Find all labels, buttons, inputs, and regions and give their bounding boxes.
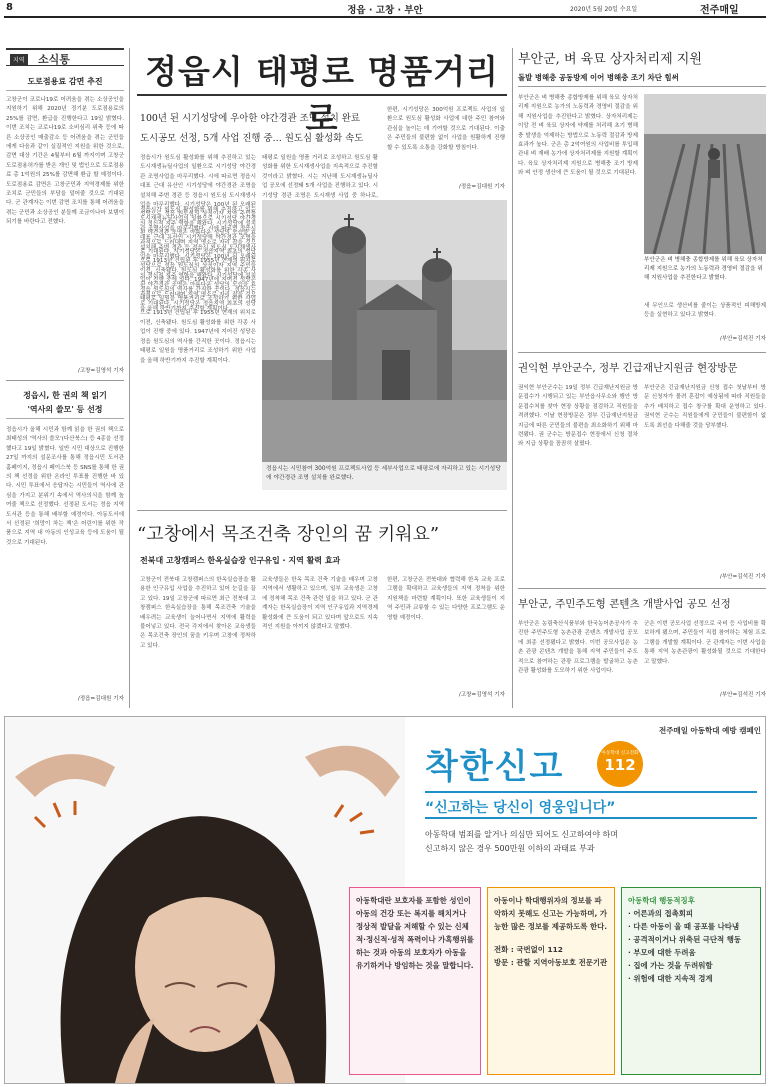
brand-name: 전주매일 xyxy=(700,5,739,16)
section-title: 정읍 · 고창 · 부안 xyxy=(347,5,423,16)
buan2-col2: 부안군은 긴급재난지원금 신청 접수 첫날부터 방문 신청자가 몰려 혼잡이 예상됨에 따라 직원들을 추가 배치하고 접수 창구를 확대 운영하고 있다. 권익현 군수는 직원들에게 군민들이 불편함이 없도록 최선을 다해줄 것을 당부했다. xyxy=(644,385,766,429)
right-column-divider xyxy=(512,48,513,708)
gochang-headline: “고창에서 목조건축 장인의 꿈 키워요” xyxy=(137,524,440,545)
ad-box-definition-text: 아동학대란 보호자를 포함한 성인이 아동의 건강 또는 복지를 해치거나 정상적 발달을 저해할 수 있는 신체적·정신적·성적 폭력이나 가혹행위를 하는 것과 아동의 보호자가 아동을 유기하거나 방임하는 것을 말합니다. xyxy=(356,896,474,970)
buan1-headline: 부안군, 벼 육묘 상자처리제 지원 xyxy=(518,52,702,67)
church-photo xyxy=(262,200,507,462)
ad-slogan-rule xyxy=(425,791,757,793)
gochang-col3: 한편, 고창군은 전북대와 협력해 한옥 교육 프로그램을 확대하고 교육생들의 지역 정착을 위한 지원책을 마련할 계획이다. 또한 교육생들이 지역 주민과 교류할 수 있는 다양한 프로그램도 운영할 예정이다. xyxy=(387,577,505,621)
farm-photo xyxy=(644,94,766,254)
ad-box-report xyxy=(487,887,615,1075)
main-subhead-1: 100년 된 시기성당에 우아한 야간경관 조명 설치 완료 xyxy=(140,113,360,124)
main-col3: 한편, 시기성당은 300억원 프로젝트 사업의 일환으로 원도심 활성화 사업에 대한 주민 참여와 관심을 높이는 데 기여할 것으로 기대된다. 이출은 주민들의 불편함 없이 사업을 원활하게 진행할 수 있도록 소통을 강화할 방침이다. xyxy=(387,107,505,151)
ad-body-line1: 아동학대 범죄를 알거나 의심만 되어도 신고하여야 하며 xyxy=(425,830,618,839)
church-illustration xyxy=(262,200,507,462)
farm-illustration xyxy=(644,94,766,254)
ad-sign-item: · 부모에 대한 두려움 xyxy=(628,948,696,957)
ad-sign-item: · 집에 가는 것을 두려워함 xyxy=(628,961,713,970)
ad-box-definition xyxy=(349,887,481,1075)
hotline-badge-label: 아동학대 신고전화 xyxy=(601,751,639,756)
main-headline: 정읍시 태평로 명품거리로 xyxy=(145,52,499,138)
header-rule xyxy=(4,16,766,18)
gochang-subhead: 전북대 고창캠퍼스 한옥실습장 인구유입 · 지역 활력 효과 xyxy=(140,556,341,565)
page-number: 8 xyxy=(6,2,13,13)
gochang-col1: 고창군이 전북대 고창캠퍼스의 한옥실습장을 활용한 인구유입 사업을 추진하고 있어 눈길을 끌고 있다. 19일 고창군에 따르면 최근 전북대 고창캠퍼스 한옥실습장을 통해 목조건축 기술을 배우려는 교육생이 늘어나면서 지역에 활력을 불어넣고 있다. 전국 각지에서 찾아온 교육생들은 목조건축 장인의 꿈을 키우며 고창에 정착하고 있다. xyxy=(140,577,256,649)
hotline-badge xyxy=(597,741,643,787)
buan3-divider xyxy=(518,588,766,589)
distressed-child-illustration xyxy=(5,717,405,1083)
hotline-badge-number: 112 xyxy=(604,756,636,774)
brief1-title: 도로점용료 감면 추진 xyxy=(6,76,124,91)
buan2-divider xyxy=(518,352,766,353)
buan3-col2: 군은 이번 공모사업 선정으로 국비 등 사업비를 확보하게 됐으며, 주민들이 직접 참여하는 체험 프로그램을 개발할 계획이다. 군 관계자는 이번 사업을 통해 지역 농촌관광이 활성화될 것으로 기대한다고 말했다. xyxy=(644,621,766,665)
ad-box-signs-title: 아동학대 행동적징후 xyxy=(628,896,695,905)
ad-slogan: “신고하는 당신이 영웅입니다” xyxy=(425,800,616,816)
brief1-body: 고창군이 코로나19로 어려움을 겪는 소상공인을 지원하기 위해 2020년 정기분 도로점용료의 25%를 감면, 환급을 진행한다고 19일 밝혔다. 이번 조치는 코로나19로 소비심리 위축 등에 따른 소상공인 매출감소 등 어려움을 겪는 군민들에게 다음과 같이 실질적인 지원을 위한 것으로, 감면 대상 기간은 4월부터 6월 까지이며 고창군 도로점용허가를 받은 개인 및 법인으로 도로점용료 총 1억원의 25%를 감면해 환급 할 예정이다. 도로점용료 감면은 고창군민과 지역경제를 위한 조치로 군민들의 부담을 덜어줄 것으로 기대된다. 군 관계자는 이번 감면 조치를 통해 어려움을 겪는 군민과 소상공인 분들께 조금이나마 보탬이 되기를 바란다고 전했다. xyxy=(6,97,124,226)
church-photo-caption: 정읍시는 시민참여 300억원 프로젝트사업 등 세부사업으로 태평로에 자리하고 있는 시기성당에 야간경관 조명 설치를 완료했다. xyxy=(262,462,507,490)
main-col2-top: 태평로 일원을 명품 거리로 조성하고 원도심 활성화를 위한 도시재생사업을 지속적으로 추진할 것이라고 밝혔다. 시는 지난해 도시재생뉴딜사업 공모에 선정돼 5개 사업을 진행하고 있다. 시기성당 경관 조명은 도시재생 사업 중 하나로, xyxy=(262,155,378,199)
news-brief-header xyxy=(6,48,124,66)
brief2-subtitle: '역사의 쓸모' 등 선정 xyxy=(6,404,124,419)
dateline: 2020년 5월 20일 수요일 xyxy=(570,6,638,13)
gochang-credit: /고창=김영석 기자 xyxy=(458,692,505,698)
news-brief-tag: 지역 xyxy=(10,54,28,65)
buan1-subhead: 돌발 병해충 공동방제 이어 병해충 조기 차단 힘써 xyxy=(518,73,679,82)
news-brief-title: 소식통 xyxy=(38,53,70,66)
gochang-divider xyxy=(137,510,507,511)
ad-box-signs xyxy=(621,887,761,1075)
ad-box-report-phone: 전화 : 국번없이 112 xyxy=(494,945,563,954)
ad-campaign xyxy=(4,716,766,1084)
ad-sign-item: · 공격적이거나 위축된 극단적 행동 xyxy=(628,935,742,944)
farm-photo-caption: 부안군은 벼 병해충 종합방제를 위해 육묘 상자처리제 지원으로 농가의 노동력과 경영비 절감을 위해 지원사업을 추진한다고 밝혔다. xyxy=(644,257,763,281)
ad-sponsor: 전주매일 아동학대 예방 캠페인 xyxy=(658,726,761,735)
buan2-col1: 권익현 부안군수는 19일 정부 긴급재난지원금 방문접수가 시행되고 있는 부안읍사무소와 행안 방문접수처를 찾아 현장 상황을 점검하고 직원들을 격려했다. 이날 현장방문은 정부 긴급재난지원금 지급에 따른 군민들의 불편을 최소화하기 위해 마련됐다. 권 군수는 방문접수 현장에서 신청 절차와 지급 상황을 꼼꼼히 살폈다. xyxy=(518,385,638,448)
ad-box-report-text: 아동이나 학대행위자의 정보를 파악하지 못해도 신고는 가능하며, 가능한 많은 정보를 제공하도록 한다. xyxy=(494,896,608,931)
main-subhead-2: 도시공모 선정, 5개 사업 진행 중… 원도심 활성화 속도 xyxy=(140,133,364,144)
brief2-body: 정읍시가 올해 시민과 함께 읽을 한 권의 책으로 최태성의 '역사의 쓸모'(다산북스) 등 4종을 선정했다고 19일 밝혔다. 일반 시민 대상으로 진행한 27일 까지의 설문조사를 통해 정읍시민 도서관 홈페이지, 정읍시 페이스북 등 SNS를 통해 한 권의 책 선정을 위한 온라인 투표를 진행한 바 있다. 시민 투표에서 응답자는 시민들이 역사에 관심을 가지고 분위기 속에서 역사의식을 함께 높여줄 책으로 선정했다. 선정된 도서는 정읍 지역 도서관 등을 통해 배부할 예정이다. 아동도서에서 선정된 '희망이 차는 책'은 어린이를 위한 작품으로 지역 내 아동의 인성교육 등에 도움이 될 것으로 기대된다. xyxy=(6,427,124,546)
buan1-col1: 부안군은 벼 병해충 종합방제를 위해 육묘 상자처리제 지원으로 농가의 노동력과 경영비 절감을 위해 지원사업을 추진한다고 밝혔다. 상자처리제는 이앙 전 벼 육묘 상자에 약제를 처리해 초기 병해충 발생을 억제하는 방법으로 노동력 절감과 방제 효과가 높다. 군은 총 2억여원의 사업비를 투입해 관내 벼 재배 농가에 상자처리제를 지원할 계획이다. 육묘 상자처리제 지원으로 병해충 조기 방제와 벼 안정 생산에 큰 도움이 될 것으로 기대된다. xyxy=(518,95,638,177)
buan1-col3: 새 무인으로 생산비를 줄이는 상품적인 피해방제 등을 실현하고 있다고 밝혔다. xyxy=(644,303,766,319)
gochang-col2: 교육생들은 한옥 목조 건축 기술을 배우며 고창 지역에서 생활하고 있으며, 일부 교육생은 고창에 정착해 목조 건축 관련 일을 하고 있다. 군 관계자는 한옥실습장이 지역 인구유입과 지역경제 활성화에 큰 도움이 되고 있다며 앞으로도 지속적인 지원을 아끼지 않겠다고 말했다. xyxy=(262,577,378,631)
ad-sign-item: · 위험에 대한 지속적 경계 xyxy=(628,974,713,983)
buan3-credit: /부안=김석진 기자 xyxy=(719,692,766,698)
buan3-headline: 부안군, 주민주도형 콘텐츠 개발사업 공모 선정 xyxy=(518,598,731,610)
buan2-credit: /부안=김석진 기자 xyxy=(719,574,766,580)
brief2-title: 정읍시, 한 권의 책 읽기 xyxy=(23,391,107,400)
brief1-credit: /고창=김영석 기자 xyxy=(77,368,124,374)
buan3-col1: 부안군은 농림축산식품부와 한국농어촌공사가 추진한 주민주도형 농촌관광 콘텐츠 개발사업 공모에 최종 선정됐다고 밝혔다. 이번 공모사업은 농촌 관광 콘텐츠 개발을 통해 지역 주민들이 주도적으로 참여하는 관광 프로그램을 발굴하고 농촌 관광 활성화를 도모하기 위한 사업이다. xyxy=(518,621,638,675)
buan1-credit: /부안=김석진 기자 xyxy=(719,336,766,342)
ad-sign-item: · 다른 아동이 울 때 공포를 나타냄 xyxy=(628,922,740,931)
brief-divider xyxy=(6,380,124,381)
ad-box-report-visit: 방문 : 관할 지역아동보호 전문기관 xyxy=(494,958,608,967)
buan2-headline: 권익현 부안군수, 정부 긴급재난지원금 현장방문 xyxy=(518,362,738,374)
ad-body-line2: 신고하지 않은 경우 500만원 이하의 과태료 부과 xyxy=(425,844,595,853)
main-col1-top: 정읍시가 원도심 활성화를 위해 추진하고 있는 도시재생뉴딜사업의 일환으로 시기성당 야간경관 조명사업을 마무리했다. 시에 따르면 정읍시 대표 근대 유산인 시기성당에 야간경관 조명을 설치해 주변 경관 등 정읍시 원도심 도시재생사업을 마무리했다. 시기성당은 100년 된 오래된 성당으로 정읍 원도심의 상징이자 지역 주민들의 정신적 지주 역할을 해왔다. 시기성당에 설치된 야간경관 조명은 아름다운 성당의 모습을 효과적으로 드러내며 지역 명소로 자리 잡을 것으로 기대된다. 시기성당은 정읍지역 최초의 성당으로 1913년 건립된 후 1955년 현재의 위치로 이전, 신축됐다. 원도심 활성화를 위한 각종 사업이 진행 중에 있다. 1947년에 지어진 성당은 정읍 원도심의 역사를 간직한 곳이다. 정읍시는 태평로 일원을 명품거리로 조성하기 위한 사업을 올해 하반기까지 추진할 계획이다. xyxy=(140,155,256,312)
brief2-credit: /정읍=김대원 기자 xyxy=(77,696,124,702)
ad-logo: 착한신고 xyxy=(425,747,565,787)
column-divider xyxy=(129,48,130,708)
buan1-rule xyxy=(518,86,766,87)
main-col3-credit: /정읍=김대원 기자 xyxy=(458,184,505,190)
ad-slogan-rule-bottom xyxy=(425,817,757,819)
main-col1-body: 정읍시가 원도심 활성화를 위해 추진하고 있는 도시재생뉴딜사업의 일환으로 시기성당 야간경관 조명사업을 마무리했다. 시에 따르면 정읍시 대표 근대 유산인 시기성당에 야간경관 조명을 설치해 주변 경관 등 정읍시 원도심 도시재생사업을 마무리했다. 시기성당은 100년 된 오래된 성당으로 정읍 원도심의 상징이자 지역 주민들의 정신적 지주 역할을 해왔다. 시기성당에 설치된 야간경관 조명은 아름다운 성당의 모습을 효과적으로 드러내며 지역 명소로 자리 잡을 것으로 기대된다. 시기성당은 정읍지역 최초의 성당으로 1913년 건립된 후 1955년 현재의 위치로 이전, 신축됐다. 원도심 활성화를 위한 각종 사업이 진행 중에 있다. 1947년에 지어진 성당은 정읍 원도심의 역사를 간직한 곳이다. 정읍시는 태평로 일원을 명품거리로 조성하기 위한 사업을 올해 하반기까지 추진할 계획이다. xyxy=(140,207,256,364)
ad-sign-item: · 어른과의 접촉회피 xyxy=(628,909,694,918)
